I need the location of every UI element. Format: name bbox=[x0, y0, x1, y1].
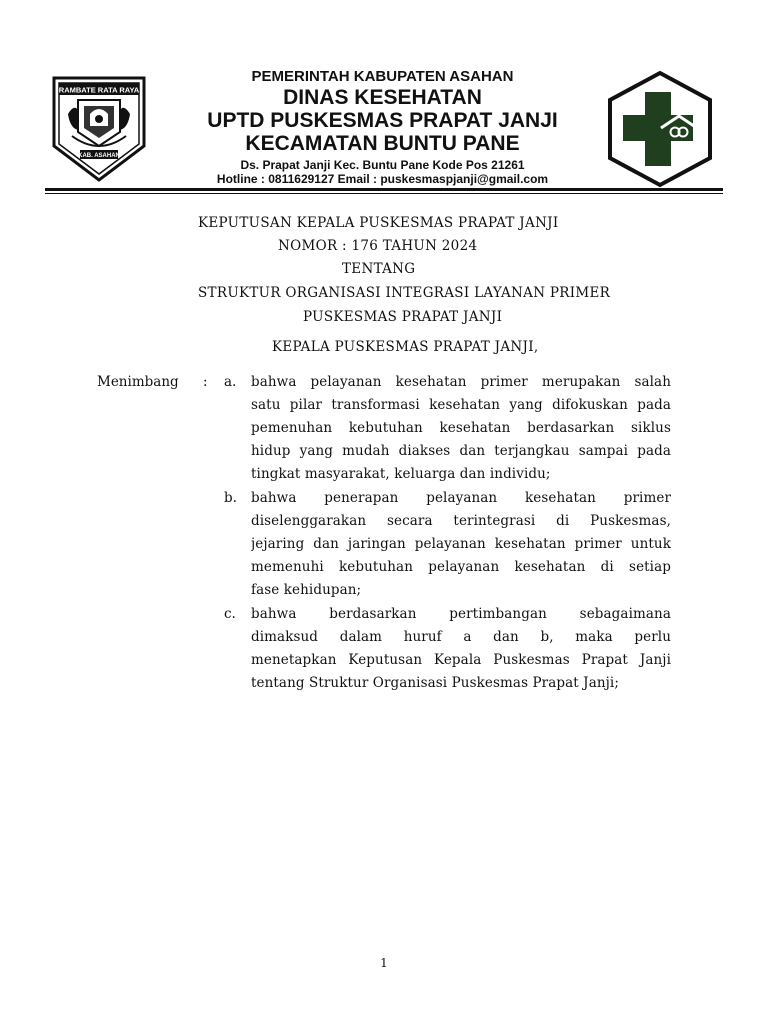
item-c-line: menetapkan Keputusan Kepala Puskesmas Prapat Janji bbox=[251, 652, 671, 668]
item-b-line: jejaring dan jaringan pelayanan kesehatan primer untuk bbox=[251, 536, 671, 552]
item-a-line: pemenuhan kebutuhan kesehatan berdasarkan siklus bbox=[251, 420, 671, 436]
item-a-line: tingkat masyarakat, keluarga dan individu; bbox=[251, 466, 551, 482]
considering-item-a bbox=[251, 371, 671, 486]
decree-issuer: KEPALA PUSKESMAS PRAPAT JANJI, bbox=[272, 339, 539, 355]
letterhead-contact: Hotline : 0811629127 Email : puskesmaspjanji@gmail.com bbox=[216, 172, 549, 186]
letterhead-address: Ds. Prapat Janji Kec. Buntu Pane Kode Pos 21261 bbox=[240, 158, 525, 172]
decree-number: NOMOR : 176 TAHUN 2024 bbox=[278, 238, 478, 254]
considering-label: Menimbang bbox=[97, 374, 179, 390]
letterhead-rule-thin bbox=[45, 193, 723, 194]
considering-item-b bbox=[251, 487, 671, 602]
item-marker-c: c. bbox=[224, 606, 236, 622]
kabupaten-asahan-emblem-icon bbox=[50, 74, 148, 184]
item-b-line: fase kehidupan; bbox=[251, 582, 362, 598]
item-b-line: diselenggarakan secara terintegrasi di Puskesmas, bbox=[251, 513, 671, 529]
item-a-line: satu pilar transformasi kesehatan yang difokuskan pada bbox=[251, 397, 671, 413]
emblem-bottom-text: KAB. ASAHAN bbox=[78, 153, 120, 159]
considering-colon: : bbox=[203, 374, 208, 390]
item-marker-a: a. bbox=[224, 374, 237, 390]
decree-subject-line2: PUSKESMAS PRAPAT JANJI bbox=[303, 309, 503, 325]
item-c-line: tentang Struktur Organisasi Puskesmas Prapat Janji; bbox=[251, 675, 619, 691]
item-c-line: dimaksud dalam huruf a dan b, maka perlu bbox=[251, 629, 671, 645]
decree-subject-line1: STRUKTUR ORGANISASI INTEGRASI LAYANAN PRIMER bbox=[198, 285, 611, 301]
letterhead bbox=[180, 68, 585, 186]
decree-about: TENTANG bbox=[342, 261, 416, 277]
item-a-line: bahwa pelayanan kesehatan primer merupakan salah bbox=[251, 374, 671, 390]
letterhead-district: KECAMATAN BUNTU PANE bbox=[245, 132, 520, 155]
letterhead-institution: UPTD PUSKESMAS PRAPAT JANJI bbox=[207, 109, 558, 132]
considering-item-c bbox=[251, 603, 671, 695]
item-a-line: hidup yang mudah diakses dan terjangkau sampai pada bbox=[251, 443, 671, 459]
puskesmas-cross-emblem-icon bbox=[605, 70, 715, 188]
letterhead-government: PEMERINTAH KABUPATEN ASAHAN bbox=[251, 68, 514, 85]
letterhead-department: DINAS KESEHATAN bbox=[283, 86, 482, 109]
page-number: 1 bbox=[380, 956, 388, 970]
emblem-top-text: RAMBATE RATA RAYA bbox=[58, 85, 140, 95]
item-marker-b: b. bbox=[224, 490, 237, 506]
item-b-line: bahwa penerapan pelayanan kesehatan primer bbox=[251, 490, 671, 506]
decree-title: KEPUTUSAN KEPALA PUSKESMAS PRAPAT JANJI bbox=[198, 215, 559, 231]
item-c-line: bahwa berdasarkan pertimbangan sebagaimana bbox=[251, 606, 671, 622]
letterhead-rule-thick bbox=[45, 188, 723, 191]
item-b-line: memenuhi kebutuhan pelayanan kesehatan di setiap bbox=[251, 559, 671, 575]
